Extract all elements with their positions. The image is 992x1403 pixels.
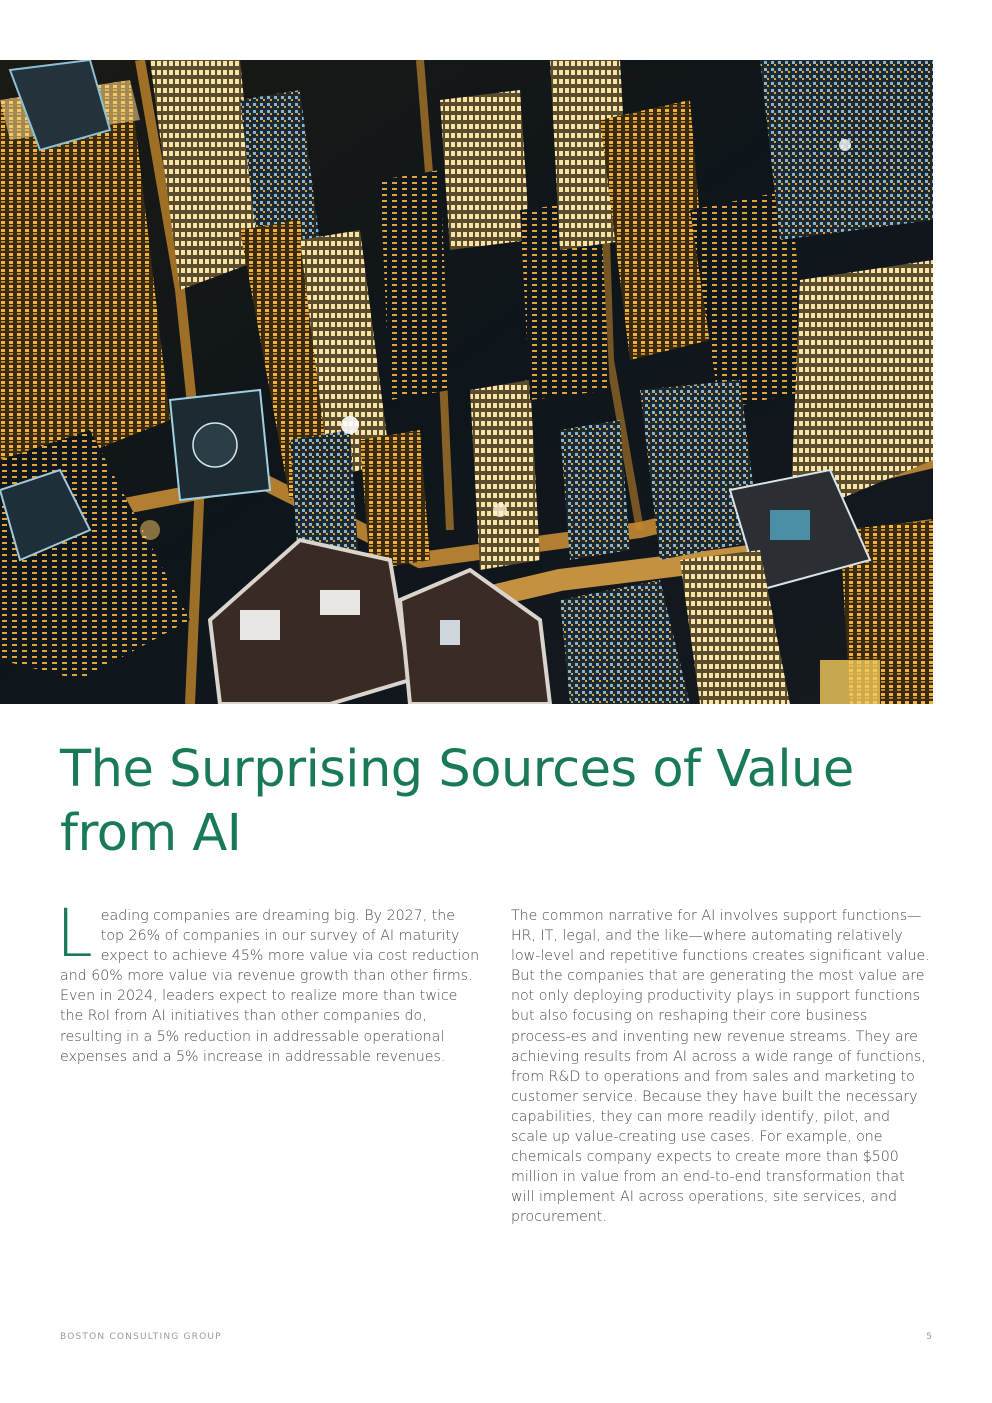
city-illustration: [0, 60, 933, 704]
right-column-paragraph: The common narrative for AI involves support functions—HR, IT, legal, and the like—where automating relatively low-level and repetitive functions creates significant value. But the companies that are generating the most value are not only deploying productivity plays in support functions but also focusing on reshaping their core business process-es and inventing new revenue streams. They are achieving results from AI across a wide range of functions, from R&D to operations and from sales and marketing to customer service. Because they have built the necessary capabilities, they can more readily identify, pilot, and scale up value-creating use cases. For example, one chemicals company expects to create more than $500 million in value from an end-to-end transformation that will implement AI across operations, site services, and procurement.: [511, 908, 930, 1226]
left-paragraph-text: eading companies are dreaming big. By 2027, the top 26% of companies in our survey of AI maturity expect to achieve 45% more value via cost reduction and 60% more value via revenue growth than other firms. Even in 2024, leaders expect to realize more than twice the RoI from AI initiatives than other companies do, resulting in a 5% reduction in addressable operational expenses and a 5% increase in addressable revenues.: [60, 908, 480, 1065]
left-column-paragraph: [56, 895, 480, 1067]
footer-publisher: BOSTON CONSULTING GROUP: [60, 1332, 222, 1342]
footer-page-number: 5: [926, 1332, 932, 1342]
dropcap-letter: L: [56, 895, 93, 972]
hero-city-aerial-image: [0, 60, 933, 704]
page-title: The Surprising Sources of Value from AI: [60, 740, 854, 863]
